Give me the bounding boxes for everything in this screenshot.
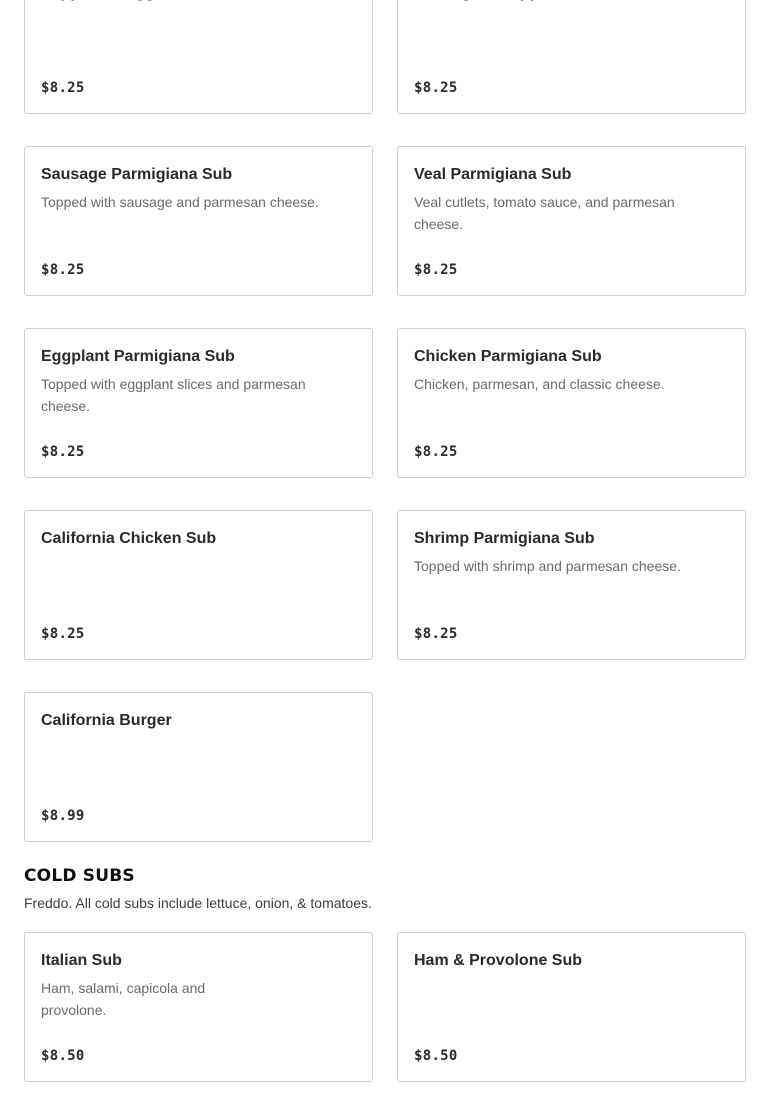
menu-item-card[interactable]	[24, 932, 373, 1082]
menu-item-card[interactable]	[24, 510, 373, 660]
menu-item-card[interactable]	[397, 510, 746, 660]
menu-item-price: $8.25	[41, 262, 85, 278]
menu-item-price: $8.25	[414, 262, 458, 278]
menu-item-name: Eggplant Parmigiana Sub	[41, 348, 235, 365]
menu-item-name: Sausage Parmigiana Sub	[41, 166, 233, 183]
menu-item-price: $8.25	[41, 80, 85, 96]
menu-item-name	[41, 0, 356, 4]
menu-item-price: $8.25	[414, 80, 458, 96]
menu-item-name	[414, 0, 729, 4]
menu-item-description: Ham, salami, capicola and provolone.	[41, 980, 206, 1018]
menu-item-description: Topped with sausage and parmesan cheese.	[41, 194, 319, 210]
menu-item-description: Topped with shrimp and parmesan cheese.	[414, 558, 681, 574]
menu-item-price: $8.50	[41, 1048, 85, 1064]
menu-item-card[interactable]	[397, 0, 746, 114]
menu-item-card[interactable]	[24, 0, 373, 114]
menu-item-description: Chicken, parmesan, and classic cheese.	[414, 376, 665, 392]
menu-item-card[interactable]	[397, 328, 746, 478]
menu-item-card[interactable]	[397, 932, 746, 1082]
menu-item-name: Shrimp Parmigiana Sub	[414, 530, 595, 547]
menu-item-name: Veal Parmigiana Sub	[414, 166, 572, 183]
menu-item-card[interactable]	[24, 146, 373, 296]
menu-item-name: Italian Sub	[41, 952, 122, 969]
menu-item-name: California Chicken Sub	[41, 530, 217, 547]
menu-item-description: Veal cutlets, tomato sauce, and parmesan cheese.	[414, 194, 675, 232]
menu-item-price: $8.25	[41, 626, 85, 642]
menu-item-name: Ham & Provolone Sub	[414, 952, 583, 969]
menu-item-price: $8.25	[41, 444, 85, 460]
menu-item-card[interactable]	[397, 146, 746, 296]
menu-item-name: Chicken Parmigiana Sub	[414, 348, 602, 365]
menu-item-card[interactable]	[24, 328, 373, 478]
section-description: Freddo. All cold subs include lettuce, onion, & tomatoes.	[24, 895, 372, 911]
section-title: COLD SUBS	[24, 866, 135, 886]
menu-item-price: $8.50	[414, 1048, 458, 1064]
menu-item-name: California Burger	[41, 712, 172, 729]
menu-item-price: $8.25	[414, 444, 458, 460]
menu-item-price: $8.25	[414, 626, 458, 642]
menu-item-card[interactable]	[24, 692, 373, 842]
menu-item-description: Topped with eggplant slices and parmesan cheese.	[41, 376, 306, 414]
menu-item-price: $8.99	[41, 808, 85, 824]
